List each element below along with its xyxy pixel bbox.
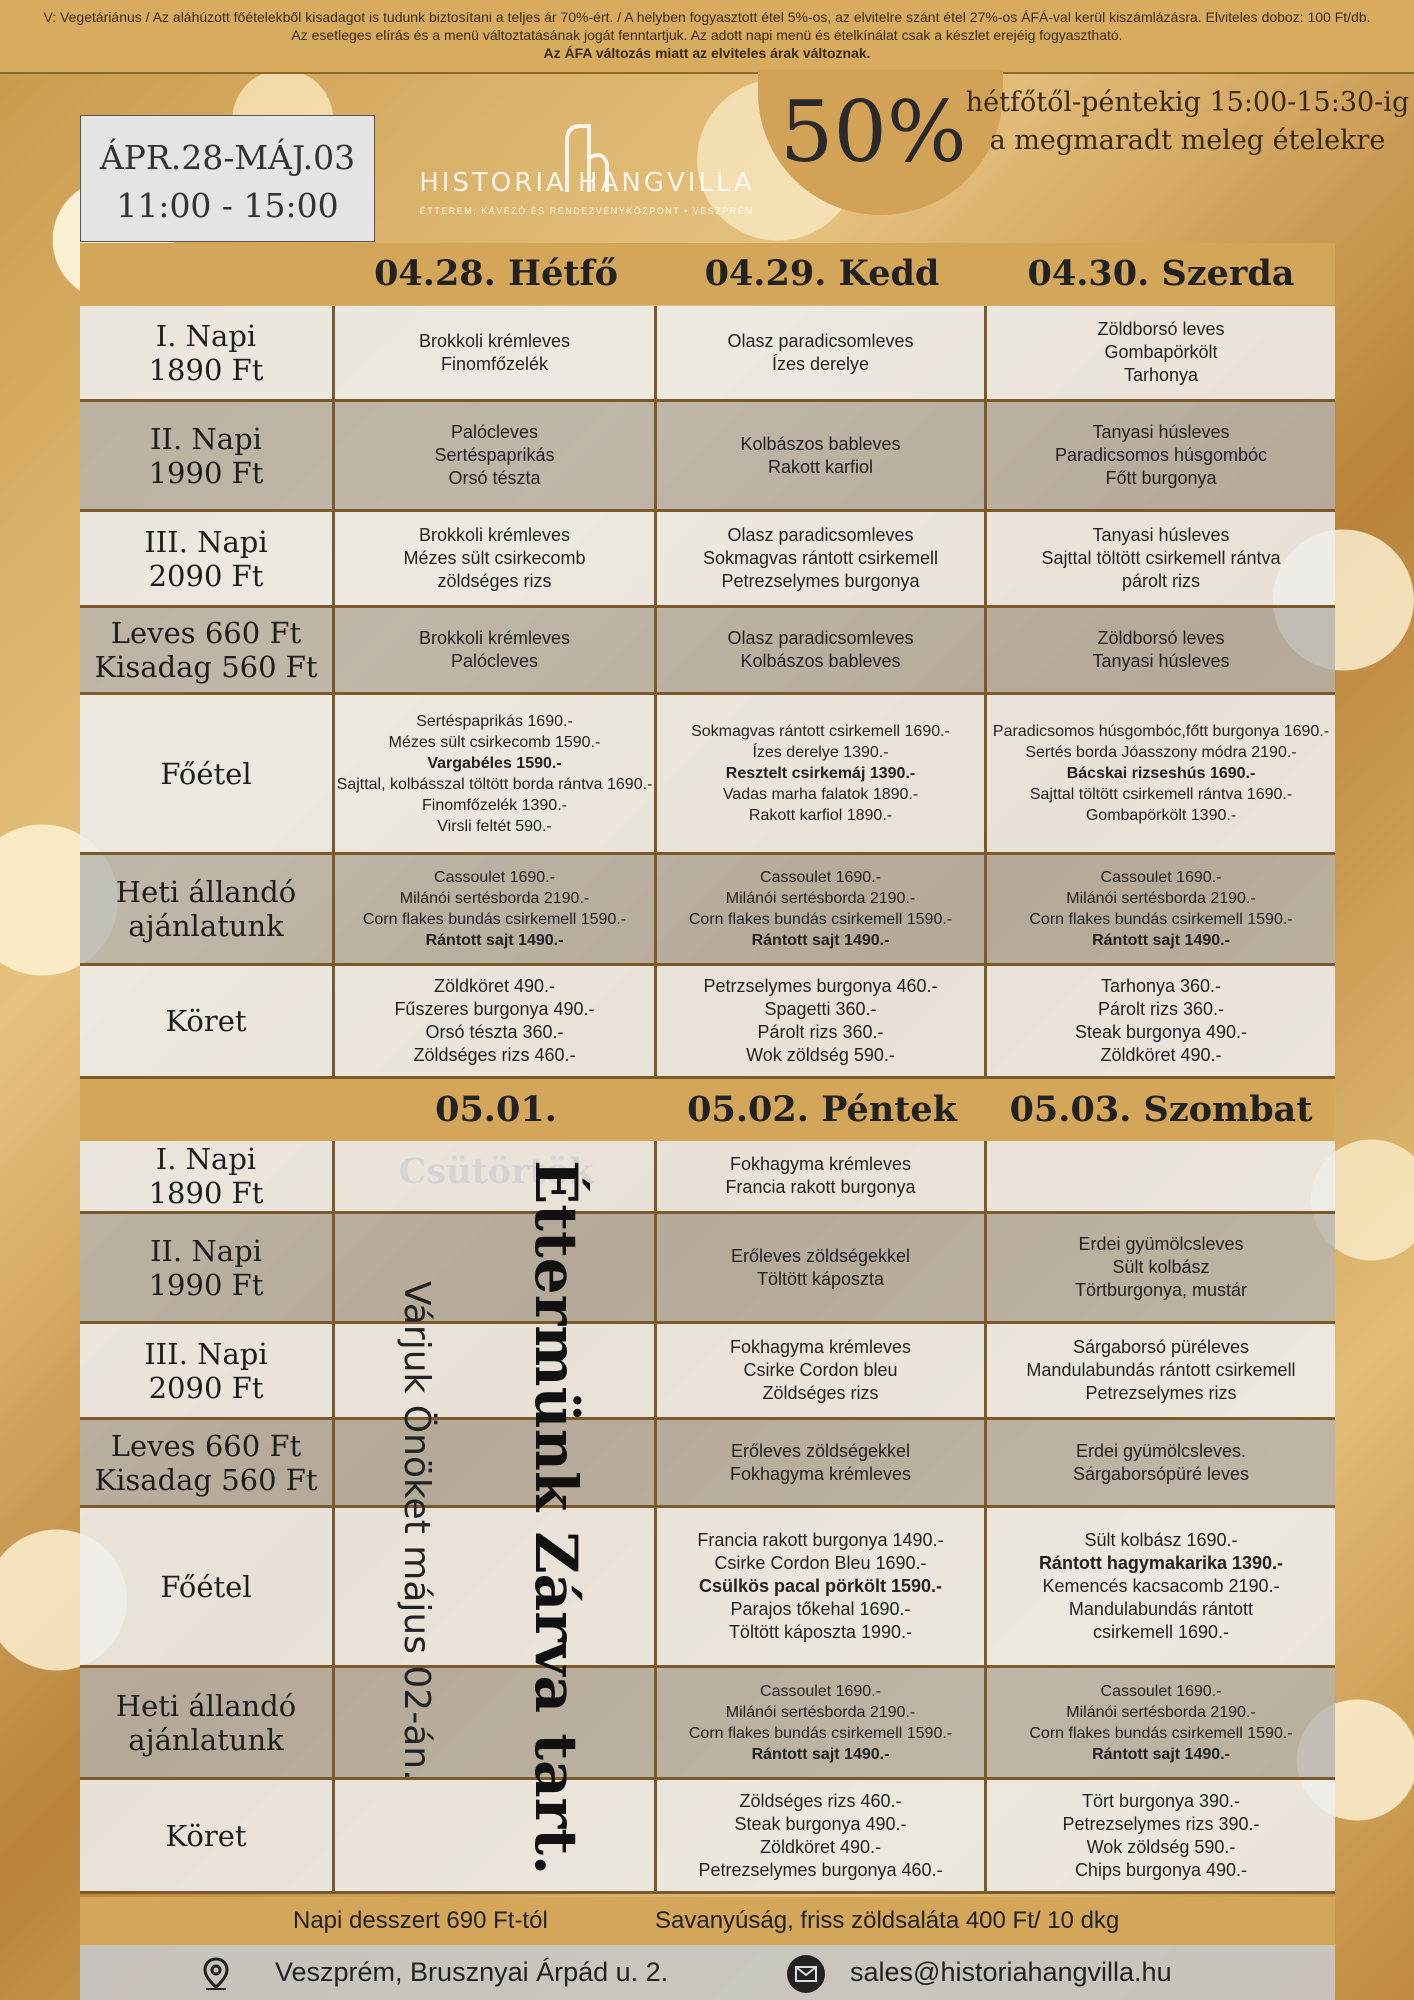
dish-item: Párolt rizs 360.- — [757, 1022, 884, 1042]
dish-item: Mandulabundás rántott csirkemell — [1026, 1360, 1296, 1380]
dish-item: Brokkoli krémleves — [418, 330, 571, 351]
menu-row — [80, 695, 1335, 855]
promo-percent: 50% — [780, 83, 967, 181]
dish-item: Paradicsomos húsgombóc,főtt burgonya 1690.- — [992, 723, 1330, 740]
dish-item: Zöldborsó leves — [1097, 628, 1225, 648]
dish-item: Rántott sajt 1490.- — [425, 932, 564, 949]
logo-subtitle: ÉTTEREM, KÁVÉZÓ ÉS RENDEZVÉNYKÖZPONT • VESZPRÉM — [419, 206, 755, 216]
dish-item: Erőleves zöldségekkel — [730, 1245, 911, 1266]
dish-item: Erőleves zöldségekkel — [730, 1440, 911, 1461]
menu-row — [80, 402, 1335, 512]
menu-cell — [657, 1668, 987, 1777]
promo-line-1: hétfőtől-péntekig 15:00-15:30-ig — [965, 87, 1410, 118]
dish-item: Sült kolbász 1690.- — [1084, 1530, 1238, 1550]
dish-item: Palócleves — [450, 422, 539, 442]
dish-item: Zöldköret 490.- — [1100, 1045, 1222, 1065]
menu-cell — [657, 1780, 987, 1891]
menu-cell — [987, 512, 1335, 605]
menu-row — [80, 512, 1335, 608]
dish-item: Bácskai rizseshús 1690.- — [1066, 765, 1256, 782]
logo — [412, 120, 762, 230]
dish-item: Rakott karfiol — [767, 456, 874, 477]
dish-item: Finomfőzelék 1390.- — [422, 796, 567, 814]
promo-line-2: a megmaradt meleg ételekre — [989, 125, 1386, 156]
dish-item: Steak burgonya 490.- — [1074, 1022, 1248, 1042]
dish-item: Wok zöldség 590.- — [1086, 1836, 1236, 1857]
menu-cell — [657, 1420, 987, 1505]
row-label: Leves 660 Ft Kisadag 560 Ft — [80, 608, 335, 692]
menu-cell — [987, 306, 1335, 399]
dish-item: Sajttal, kolbásszal töltött borda rántva 1690.- — [336, 775, 653, 793]
dish-item: Erdei gyümölcsleves — [1078, 1234, 1244, 1254]
dish-item: Rakott karfiol 1890.- — [748, 807, 893, 824]
contact-bar — [80, 1945, 1335, 2000]
dish-item: Vargabéles 1590.- — [427, 754, 562, 772]
dish-item: Párolt rizs 360.- — [1097, 999, 1225, 1019]
menu-cell — [987, 1668, 1335, 1777]
dish-item: Brokkoli krémleves — [418, 525, 571, 545]
menu-row — [80, 1324, 1335, 1420]
date-range: ÁPR.28-MÁJ.03 — [99, 138, 356, 177]
menu-cell — [657, 966, 987, 1076]
notice-banner — [0, 0, 1414, 74]
row-label: III. Napi 2090 Ft — [80, 1324, 335, 1417]
dish-item: Spagetti 360.- — [764, 999, 877, 1019]
dish-item: Sertés borda Jóasszony módra 2190.- — [1025, 744, 1297, 761]
salad-note: Savanyúság, friss zöldsaláta 400 Ft/ 10 dkg — [655, 1907, 1120, 1934]
menu-cell — [987, 1214, 1335, 1321]
day-header: 04.29. Kedd — [704, 253, 940, 294]
dish-item: Petrezselymes rizs — [1085, 1383, 1237, 1403]
row-label: I. Napi 1890 Ft — [80, 1141, 335, 1211]
date-box — [80, 115, 375, 242]
row-label: Heti állandó ajánlatunk — [80, 1668, 335, 1777]
dish-item: Kemencés kacsacomb 2190.- — [1042, 1576, 1280, 1596]
dish-item: Corn flakes bundás csirkemell 1590.- — [688, 1724, 953, 1742]
closed-notice — [336, 1141, 658, 1894]
menu-row — [80, 608, 1335, 695]
closed-title: Éttermünk Zárva tart. — [522, 1159, 590, 1876]
dish-item: Tanyasi húsleves — [1092, 525, 1230, 545]
dish-item: Tarhonya 360.- — [1100, 976, 1222, 996]
dish-item: Zöldséges rizs 460.- — [739, 1790, 902, 1811]
dish-item: Cassoulet 1690.- — [1100, 869, 1222, 886]
dish-item: Fűszeres burgonya 490.- — [394, 999, 595, 1019]
row-label: I. Napi 1890 Ft — [80, 306, 335, 399]
dish-item: Cassoulet 1690.- — [760, 1682, 881, 1700]
menu-row — [80, 306, 1335, 402]
dish-item: Fokhagyma krémleves — [729, 1154, 912, 1174]
day-header: 05.01. — [435, 1089, 557, 1130]
menu-cell — [987, 855, 1335, 963]
address-text: Veszprém, Brusznyai Árpád u. 2. — [275, 1957, 669, 1987]
dish-item: Milánói sertésborda 2190.- — [725, 1703, 916, 1721]
dish-item: Fokhagyma krémleves — [729, 1337, 912, 1357]
dish-item: csirkemell 1690.- — [1092, 1622, 1230, 1642]
menu-cell — [987, 695, 1335, 852]
menu-cell — [657, 1324, 987, 1417]
dish-item: Wok zöldség 590.- — [746, 1045, 895, 1065]
menu-cell — [987, 1324, 1335, 1417]
menu-cell — [335, 608, 657, 692]
dish-item: Parajos tőkehal 1690.- — [730, 1599, 911, 1619]
menu-cell — [987, 402, 1335, 509]
dish-item: Mandulabundás rántott — [1068, 1599, 1254, 1619]
menu-cell — [657, 1214, 987, 1321]
dish-item: zöldséges rizs — [437, 571, 552, 591]
row-label: III. Napi 2090 Ft — [80, 512, 335, 605]
dish-item: Sokmagvas rántott csirkemell 1690.- — [691, 723, 950, 740]
dish-item: Tarhonya — [1123, 365, 1199, 385]
menu-row — [80, 1780, 1335, 1894]
day-header: 04.28. Hétfő — [374, 253, 618, 294]
dish-item: Zöldséges rizs — [762, 1383, 879, 1403]
menu-row — [80, 1214, 1335, 1324]
dish-item: Csirke Cordon Bleu 1690.- — [714, 1553, 927, 1573]
dish-item: Milánói sertésborda 2190.- — [1066, 1703, 1256, 1721]
closed-subtitle: Várjuk Önöket május 02-án. — [396, 1281, 437, 1781]
menu-cell — [335, 966, 657, 1076]
dish-item: Gombapörkölt — [1104, 342, 1218, 362]
dish-item: Zöldköret 490.- — [433, 976, 556, 996]
dish-item: Palócleves — [450, 651, 539, 671]
notice-text: V: Vegetáriánus / Az aláhúzott főételekből kisadagot is tudunk biztosítani a teljes ár 70%-ért. / A helyben fogyasztott étel 5%-os, az elvitelre szánt étel 27%-os ÁFÁ-val kerül kiszámlázásra. Elviteles doboz: 100 Ft/db. Az esetleges elírás és a menü változtatásának jogát fenntartjuk. Az adott napi menü és ételkínálat csak a készlet erejéig fogyasztható. — [43, 9, 1371, 43]
dish-item: Petrezselymes burgonya 460.- — [698, 1859, 943, 1880]
dish-item: Olasz paradicsomleves — [727, 525, 914, 545]
dish-item: Gombapörkölt 1390.- — [1085, 807, 1237, 824]
menu-cell — [657, 855, 987, 963]
dish-item: párolt rizs — [1121, 571, 1201, 591]
dish-item: Petrezselymes burgonya — [721, 571, 920, 591]
dish-item: Petrezselymes rizs 390.- — [1062, 1813, 1260, 1834]
dish-item: Rántott sajt 1490.- — [1092, 932, 1230, 949]
dish-item: Töltött káposzta — [756, 1268, 885, 1289]
row-label: Heti állandó ajánlatunk — [80, 855, 335, 963]
dish-item: Steak burgonya 490.- — [734, 1813, 907, 1834]
dish-item: Corn flakes bundás csirkemell 1590.- — [362, 911, 627, 928]
dish-item: Petrzselymes burgonya 460.- — [703, 976, 938, 996]
menu-cell — [987, 608, 1335, 692]
dish-item: Vadas marha falatok 1890.- — [722, 786, 919, 803]
dish-item: Sárgaborsópüré leves — [1072, 1463, 1250, 1484]
menu-row — [80, 966, 1335, 1079]
dessert-note: Napi desszert 690 Ft-tól — [293, 1907, 548, 1934]
menu-cell — [335, 306, 657, 399]
dish-item: Milánói sertésborda 2190.- — [399, 890, 590, 907]
menu-cell — [335, 855, 657, 963]
dish-item: Törtburgonya, mustár — [1074, 1280, 1248, 1300]
row-label: Leves 660 Ft Kisadag 560 Ft — [80, 1420, 335, 1505]
email-link[interactable]: sales@historiahangvilla.hu — [850, 1957, 1172, 1987]
dish-item: Paradicsomos húsgombóc — [1054, 445, 1268, 465]
dish-item: Rántott sajt 1490.- — [751, 932, 890, 949]
dish-item: Cassoulet 1690.- — [760, 869, 881, 886]
menu-cell — [335, 402, 657, 509]
dish-item: Olasz paradicsomleves — [727, 330, 914, 351]
menu-cell — [657, 512, 987, 605]
row-label: II. Napi 1990 Ft — [80, 1214, 335, 1321]
dish-item: Sajttal töltött csirkemell rántva — [1041, 548, 1281, 568]
menu-cell — [987, 1420, 1335, 1505]
opening-hours: 11:00 - 15:00 — [116, 186, 339, 225]
dish-item: Sertéspaprikás — [434, 445, 555, 465]
dish-item: Corn flakes bundás csirkemell 1590.- — [688, 911, 953, 928]
menu-cell — [335, 512, 657, 605]
dish-item: Tanyasi húsleves — [1092, 422, 1230, 442]
row-label: Köret — [80, 966, 335, 1076]
menu-cell — [657, 1508, 987, 1665]
dish-item: Virsli feltét 590.- — [437, 817, 552, 835]
dish-item: Sajttal töltött csirkemell rántva 1690.- — [1029, 786, 1293, 803]
dish-item: Finomfőzelék — [440, 353, 549, 374]
dish-item: Corn flakes bundás csirkemell 1590.- — [1029, 911, 1293, 928]
dish-item: Zöldborsó leves — [1097, 319, 1225, 339]
day-header: 04.30. Szerda — [1027, 253, 1295, 294]
dish-item: Ízes derelye 1390.- — [752, 744, 889, 761]
menu-row — [80, 1420, 1335, 1508]
envelope-icon — [786, 1954, 826, 1994]
dish-item: Fokhagyma krémleves — [729, 1463, 912, 1484]
dish-item: Olasz paradicsomleves — [727, 628, 914, 648]
dish-item: Sertéspaprikás 1690.- — [416, 712, 573, 730]
dish-item: Mézes sült csirkecomb — [403, 548, 586, 568]
dish-item: Sokmagvas rántott csirkemell — [702, 548, 939, 568]
menu-cell — [335, 695, 657, 852]
menu-cell — [987, 966, 1335, 1076]
dish-item: Cassoulet 1690.- — [434, 869, 555, 886]
menu-cell — [987, 1141, 1335, 1211]
menu-row — [80, 1508, 1335, 1668]
dish-item: Ízes derelye — [771, 353, 870, 374]
menu-row — [80, 855, 1335, 966]
logo-name: HISTORIA HANGVILLA — [419, 168, 755, 198]
location-pin-icon — [200, 1957, 232, 1991]
footer-extras — [80, 1897, 1335, 1945]
menu-row — [80, 1141, 1335, 1214]
dish-item: Tanyasi húsleves — [1092, 651, 1230, 671]
notice-vat-change: Az ÁFA változás miatt az elviteles árak változnak. — [543, 45, 871, 61]
dish-item: Főtt burgonya — [1105, 468, 1217, 488]
dish-item: Kolbászos bableves — [740, 651, 901, 671]
dish-item: Sült kolbász — [1112, 1257, 1210, 1277]
dish-item: Csülkös pacal pörkölt 1590.- — [698, 1576, 943, 1596]
dish-item: Cassoulet 1690.- — [1100, 1682, 1222, 1700]
dish-item: Csirke Cordon bleu — [743, 1360, 898, 1380]
row-label: II. Napi 1990 Ft — [80, 402, 335, 509]
menu-cell — [987, 1780, 1335, 1891]
dish-item: Zöldséges rizs 460.- — [413, 1045, 576, 1065]
dish-item: Chips burgonya 490.- — [1074, 1859, 1248, 1880]
menu-cell — [657, 306, 987, 399]
day-header: 05.03. Szombat — [1009, 1089, 1313, 1130]
promo-text — [965, 84, 1410, 160]
dish-item: Brokkoli krémleves — [418, 628, 571, 648]
day-header: 05.02. Péntek — [687, 1089, 957, 1130]
dish-item: Francia rakott burgonya 1490.- — [697, 1530, 944, 1550]
dish-item: Mézes sült csirkecomb 1590.- — [388, 733, 601, 751]
dish-item: Orsó tészta 360.- — [425, 1022, 564, 1042]
dish-item: Corn flakes bundás csirkemell 1590.- — [1029, 1724, 1293, 1742]
dish-item: Milánói sertésborda 2190.- — [1066, 890, 1256, 907]
row-label: Főétel — [80, 1508, 335, 1665]
dish-item: Erdei gyümölcsleves. — [1075, 1440, 1247, 1461]
dish-item: Resztelt csirkemáj 1390.- — [725, 765, 916, 782]
menu-cell — [657, 608, 987, 692]
dish-item: Sárgaborsó püréleves — [1072, 1337, 1250, 1357]
dish-item: Zöldköret 490.- — [759, 1836, 882, 1857]
menu-cell — [657, 1141, 987, 1211]
dish-item: Rántott sajt 1490.- — [751, 1745, 890, 1763]
dish-item: Orsó tészta — [448, 468, 541, 488]
row-label: Főétel — [80, 695, 335, 852]
dish-item: Töltött káposzta 1990.- — [728, 1622, 913, 1642]
dish-item: Rántott sajt 1490.- — [1092, 1745, 1230, 1763]
menu-cell — [657, 695, 987, 852]
row-label: Köret — [80, 1780, 335, 1891]
dish-item: Rántott hagymakarika 1390.- — [1038, 1553, 1284, 1573]
menu-cell — [987, 1508, 1335, 1665]
dish-item: Kolbászos bableves — [740, 433, 901, 454]
menu-cell — [657, 402, 987, 509]
menu-row — [80, 1668, 1335, 1780]
dish-item: Tört burgonya 390.- — [1081, 1790, 1241, 1811]
dish-item: Milánói sertésborda 2190.- — [725, 890, 916, 907]
dish-item: Francia rakott burgonya — [725, 1177, 916, 1197]
